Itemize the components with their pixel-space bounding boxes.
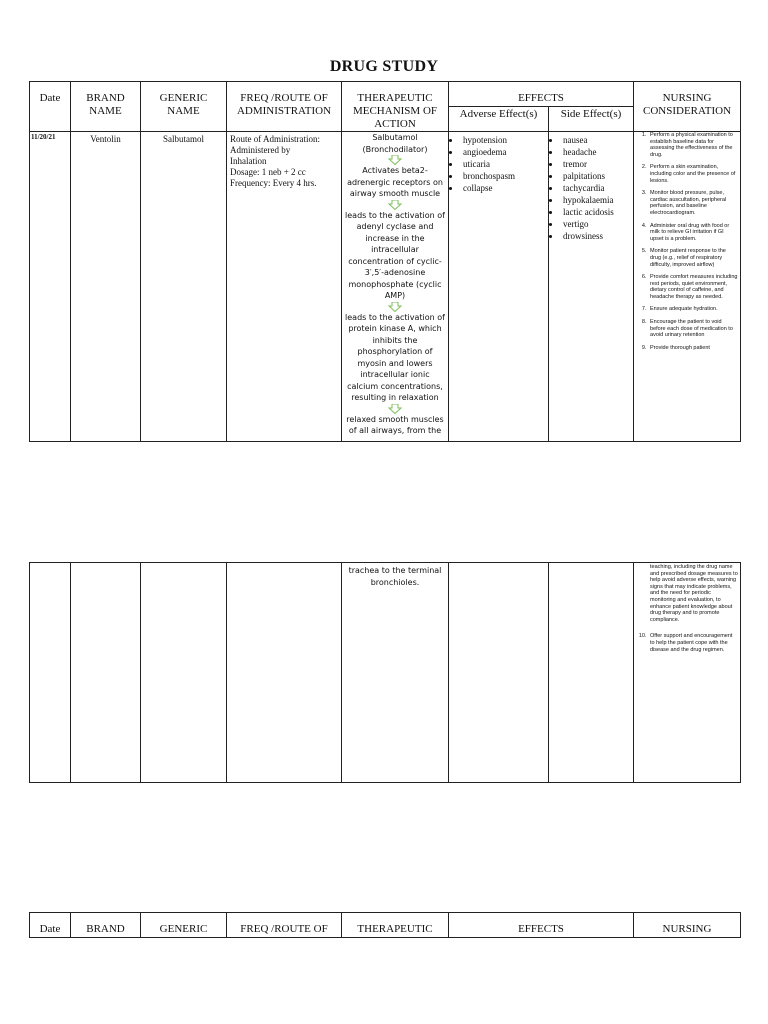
- down-arrow-icon: [388, 155, 402, 165]
- header-effects: EFFECTS: [449, 913, 634, 938]
- mechanism-step: Salbutamol (Bronchodilator): [362, 133, 428, 154]
- down-arrow-icon: [388, 302, 402, 312]
- cont-adverse: [449, 563, 549, 783]
- cell-adverse-effects: [449, 132, 549, 442]
- drug-study-table: [29, 81, 741, 442]
- header-brand-name: BRAND NAME: [71, 82, 141, 132]
- header-effects: EFFECTS: [449, 82, 634, 107]
- header-nursing-consideration: NURSING: [634, 913, 741, 938]
- cont-nursing: [634, 563, 741, 783]
- cell-nursing-consideration: [634, 132, 741, 442]
- adverse-effect-item: • bronchospasm: [461, 170, 548, 182]
- cont-side: [549, 563, 634, 783]
- cell-brand: Ventolin: [71, 132, 141, 442]
- header-therapeutic-mechanism: THERAPEUTIC: [342, 913, 449, 938]
- adverse-effect-item: • hypotension: [461, 134, 548, 146]
- cell-freq-route: [227, 132, 342, 442]
- header-freq-route: FREQ /ROUTE OF ADMINISTRATION: [227, 82, 342, 132]
- side-effect-item: • drowsiness: [561, 230, 633, 242]
- document-title: DRUG STUDY: [329, 58, 439, 75]
- nursing-item: 6. Provide comfort measures including rest periods, quiet environment, dietary control of caffeine, and headache therapy as needed.: [648, 274, 738, 300]
- cont-freq-route: [227, 563, 342, 783]
- nursing-item: 5. Monitor patient response to the drug (e.g., relief of respiratory difficulty, improved airflow): [648, 248, 738, 268]
- nursing-item: 9. Provide thorough patient: [648, 345, 738, 352]
- nursing-item: 4. Administer oral drug with food or milk to relieve GI irritation if GI upset is a problem.: [648, 223, 738, 243]
- nursing-item: 3. Monitor blood pressure, pulse, cardiac auscultation, peripheral perfusion, and baseline electrocardiogram.: [648, 190, 738, 216]
- header-side-effects: Side Effect(s): [549, 107, 634, 132]
- header-generic-name: GENERIC NAME: [141, 82, 227, 132]
- side-effect-item: • vertigo: [561, 218, 633, 230]
- side-effect-item: • tachycardia: [561, 182, 633, 194]
- nursing-item: 10. Offer support and encouragement to help the patient cope with the disease and the drug regimen.: [648, 633, 738, 653]
- nursing-item: 2. Perform a skin examination, including color and the presence of lesions.: [648, 164, 738, 184]
- adverse-effect-item: • uticaria: [461, 158, 548, 170]
- side-effect-item: • nausea: [561, 134, 633, 146]
- mechanism-step: leads to the activation of protein kinase A, which inhibits the phosphorylation of myosin and lowers intracellular ionic calcium concentrations, resulting in relaxation: [345, 312, 445, 402]
- freq-line: Route of Administration:: [230, 134, 320, 144]
- mechanism-step: leads to the activation of adenyl cyclase and increase in the intracellular concentration of cyclic-3′,5′-adenosine monophosphate (cyclic AMP): [345, 210, 445, 300]
- side-effect-item: • headache: [561, 146, 633, 158]
- cont-date: [30, 563, 71, 783]
- cell-side-effects: [549, 132, 634, 442]
- down-arrow-icon: [388, 200, 402, 210]
- nursing-item-continued: teaching, including the drug name and prescribed dosage measures to help avoid adverse effects, warning signs that may indicate problems, and the need for periodic monitoring and evaluation, to enhance patient knowledge about drug therapy and to promote compliance.: [650, 564, 738, 623]
- adverse-effect-item: • collapse: [461, 182, 548, 194]
- cell-mechanism: [342, 132, 449, 442]
- drug-study-table-continued: [29, 562, 741, 783]
- adverse-effect-item: • angioedema: [461, 146, 548, 158]
- freq-line: Frequency: Every 4 hrs.: [230, 178, 317, 188]
- side-effect-item: • lactic acidosis: [561, 206, 633, 218]
- side-effect-item: • palpitations: [561, 170, 633, 182]
- cont-brand: [71, 563, 141, 783]
- header-brand-name: BRAND: [71, 913, 141, 938]
- cont-generic: [141, 563, 227, 783]
- mechanism-step: Activates beta2-adrenergic receptors on airway smooth muscle: [347, 166, 443, 198]
- mechanism-step: relaxed smooth muscles of all airways, from the: [346, 414, 444, 435]
- header-generic-name: GENERIC: [141, 913, 227, 938]
- drug-study-table-next: [29, 912, 741, 938]
- nursing-item: 8. Encourage the patient to void before each dose of medication to avoid urinary retention: [648, 319, 738, 339]
- cont-mechanism: trachea to the terminal bronchioles.: [342, 563, 449, 783]
- header-nursing-consideration: NURSING CONSIDERATION: [634, 82, 741, 132]
- nursing-item: 7. Ensure adequate hydration.: [648, 306, 738, 313]
- header-date: Date: [30, 913, 71, 938]
- freq-line: Inhalation: [230, 156, 267, 166]
- header-adverse-effects: Adverse Effect(s): [449, 107, 549, 132]
- side-effect-item: • tremor: [561, 158, 633, 170]
- header-freq-route: FREQ /ROUTE OF: [227, 913, 342, 938]
- header-date: Date: [30, 82, 71, 132]
- freq-line: Administered by: [230, 145, 291, 155]
- side-effect-item: • hypokalaemia: [561, 194, 633, 206]
- freq-line: Dosage: 1 neb + 2 cc: [230, 167, 306, 177]
- nursing-item: 1. Perform a physical examination to establish baseline data for assessing the effectiveness of the drug.: [648, 132, 738, 158]
- down-arrow-icon: [388, 404, 402, 414]
- header-therapeutic-mechanism: THERAPEUTIC MECHANISM OF ACTION: [342, 82, 449, 132]
- cell-date: 11/20/21: [30, 132, 71, 442]
- cell-generic: Salbutamol: [141, 132, 227, 442]
